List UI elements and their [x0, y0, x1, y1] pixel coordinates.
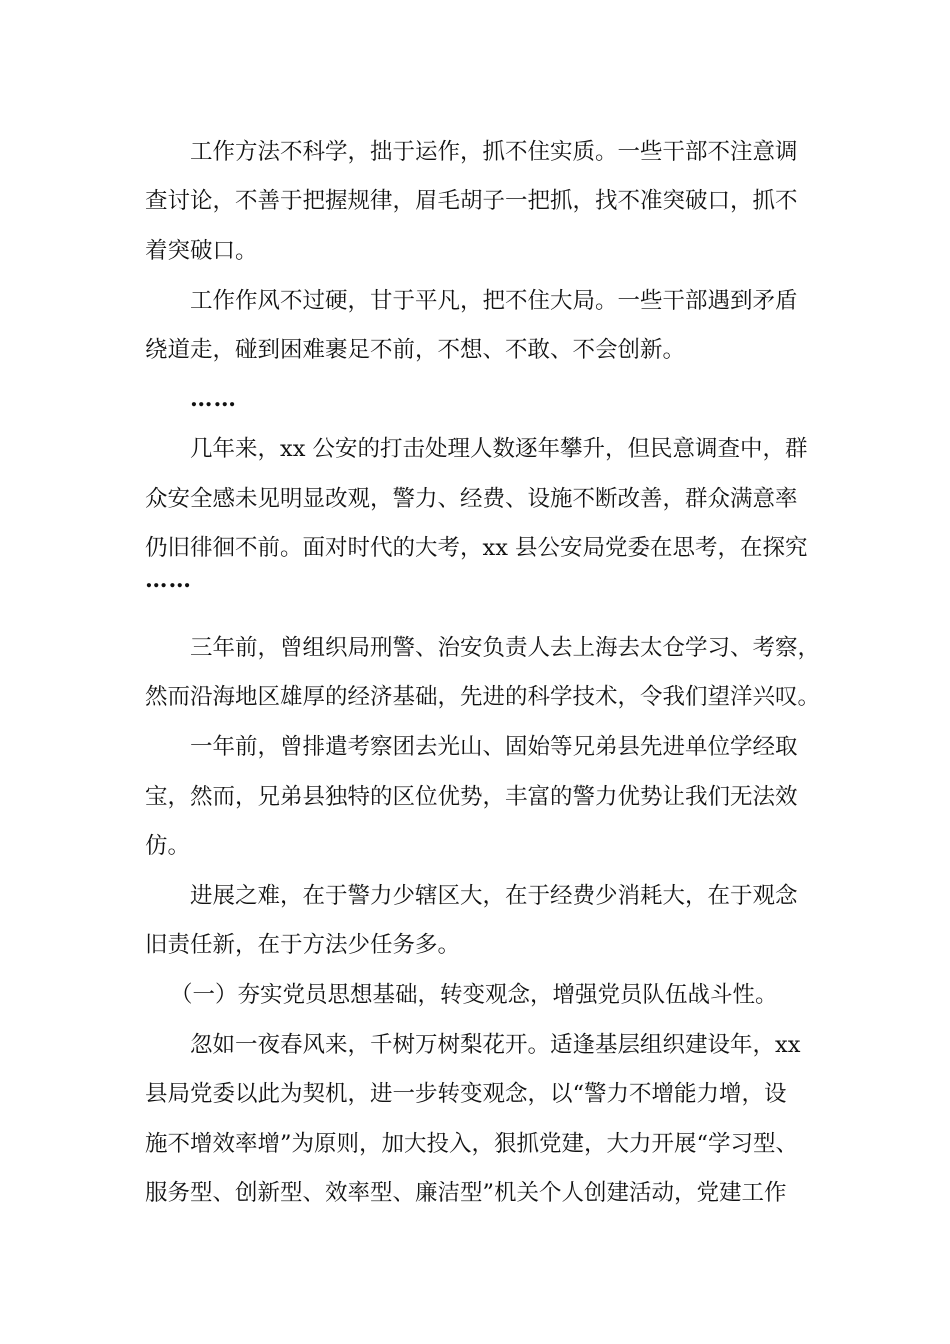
- paragraph-line: 一年前，曾排遣考察团去光山、固始等兄弟县先进单位学经取: [190, 734, 798, 760]
- paragraph-line: 着突破口。: [145, 238, 258, 264]
- paragraph-line: 服务型、创新型、效率型、廉洁型”机关个人创建活动，党建工作: [145, 1180, 787, 1206]
- paragraph-line: 仿。: [145, 833, 191, 859]
- ellipsis-line: ……: [190, 386, 237, 412]
- paragraph-line: 几年来，xx 公安的打击处理人数逐年攀升，但民意调查中，群: [190, 436, 808, 462]
- paragraph-line: 工作方法不科学，拙于运作，抓不住实质。一些干部不注意调: [190, 139, 798, 165]
- paragraph-line: 查讨论，不善于把握规律，眉毛胡子一把抓，找不准突破口，抓不: [145, 188, 798, 214]
- ellipsis-line: ……: [145, 567, 192, 593]
- paragraph-line: 旧责任新，在于方法少任务多。: [145, 932, 461, 958]
- paragraph-line: 忽如一夜春风来，千树万树梨花开。适逢基层组织建设年，xx: [190, 1032, 801, 1058]
- paragraph-line: 众安全感未见明显改观，警力、经费、设施不断改善，群众满意率: [145, 486, 798, 512]
- paragraph-line: 进展之难，在于警力少辖区大，在于经费少消耗大，在于观念: [190, 883, 798, 909]
- paragraph-line: 县局党委以此为契机，进一步转变观念，以“警力不增能力增，设: [145, 1081, 787, 1107]
- paragraph-line: 绕道走，碰到困难裹足不前，不想、不敢、不会创新。: [145, 337, 686, 363]
- paragraph-line: 仍旧徘徊不前。面对时代的大考，xx 县公安局党委在思考，在探究: [145, 535, 808, 561]
- paragraph-line: 施不增效率增”为原则，加大投入，狠抓党建，大力开展“学习型、: [145, 1131, 799, 1157]
- paragraph-line: 三年前，曾组织局刑警、治安负责人去上海去太仓学习、考察，: [190, 635, 821, 661]
- section-heading: （一）夯实党员思想基础，转变观念，增强党员队伍战斗性。: [170, 982, 778, 1008]
- paragraph-line: 宝，然而，兄弟县独特的区位优势，丰富的警力优势让我们无法效: [145, 784, 798, 810]
- paragraph-line: 然而沿海地区雄厚的经济基础，先进的科学技术，令我们望洋兴叹。: [145, 684, 821, 710]
- paragraph-line: 工作作风不过硬，甘于平凡，把不住大局。一些干部遇到矛盾: [190, 288, 798, 314]
